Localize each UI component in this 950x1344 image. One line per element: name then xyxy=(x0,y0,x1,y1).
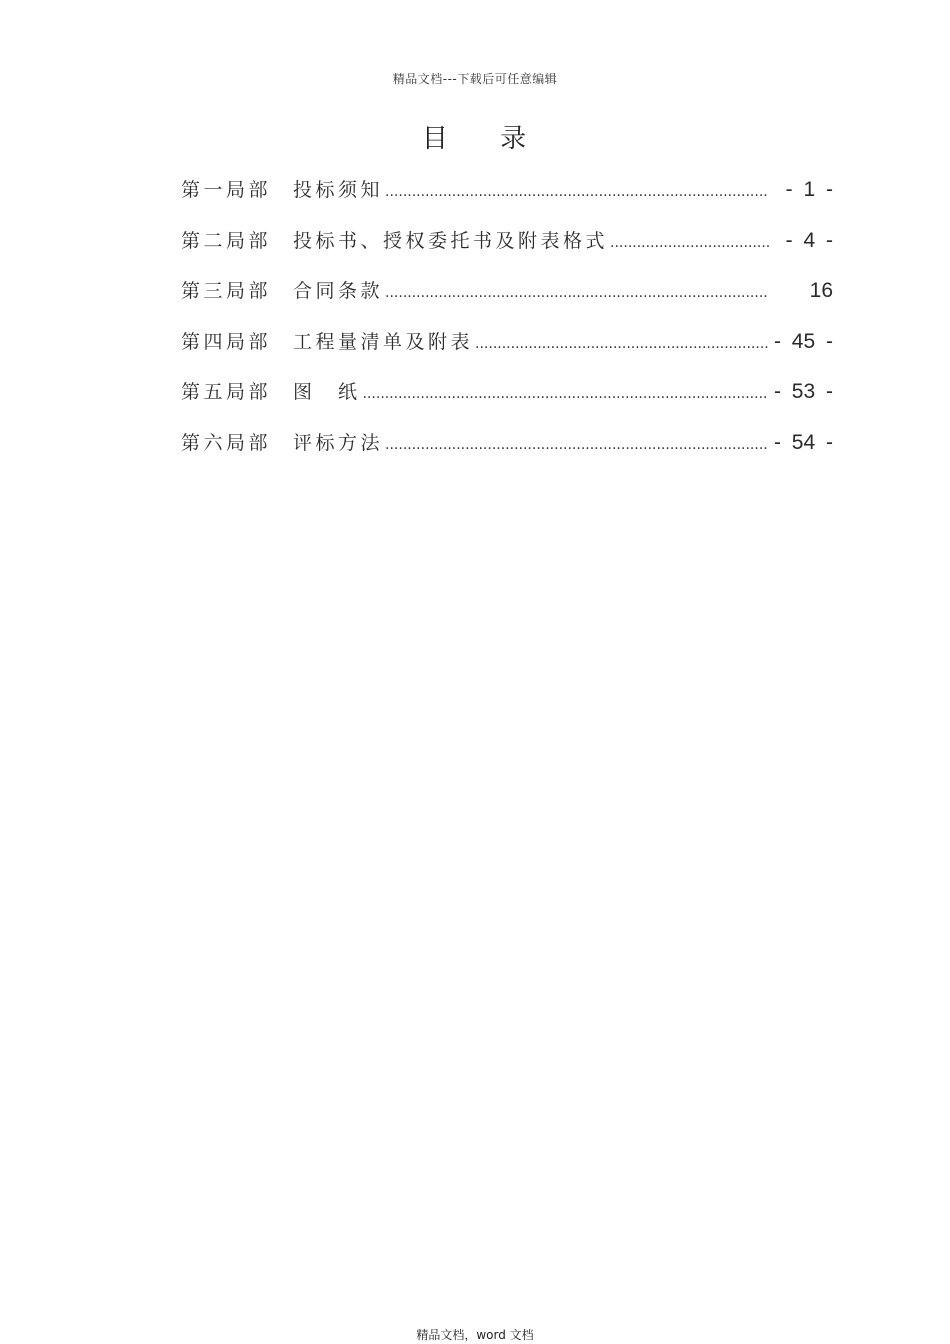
toc-page-number: - 4 - xyxy=(785,228,833,252)
toc-part-number: 第一局部 xyxy=(181,179,272,201)
toc-part-number: 第五局部 xyxy=(181,381,272,403)
toc-page-number: - 54 - xyxy=(773,430,833,454)
toc-page-number: 16 xyxy=(809,279,833,302)
dot-leader xyxy=(475,324,769,364)
toc-entry-3[interactable] xyxy=(181,271,833,322)
toc-entry-2[interactable] xyxy=(181,221,833,272)
toc-page-number: - 45 - xyxy=(773,329,833,353)
toc-entry-1[interactable] xyxy=(181,170,833,221)
table-of-contents xyxy=(181,170,833,473)
toc-part-number: 第四局部 xyxy=(181,330,272,353)
toc-entry-4[interactable] xyxy=(181,322,833,373)
page-footer: 精品文档，word 文档 xyxy=(416,1328,534,1342)
dot-leader xyxy=(363,374,769,414)
dot-leader xyxy=(385,172,769,212)
toc-entry-label: 图 纸 xyxy=(293,381,361,403)
page-header: 精品文档---下载后可任意编辑 xyxy=(392,72,558,86)
dot-leader xyxy=(610,223,769,263)
toc-entry-label: 投标书、授权委托书及附表格式 xyxy=(293,229,609,252)
dot-leader xyxy=(385,425,769,465)
toc-part-number: 第三局部 xyxy=(181,280,272,302)
toc-part-number: 第二局部 xyxy=(181,229,272,252)
toc-entry-6[interactable] xyxy=(181,423,833,474)
toc-page-number: - 53 - xyxy=(773,380,833,403)
toc-title: 目 录 xyxy=(421,124,549,154)
toc-page-number: - 1 - xyxy=(785,178,833,201)
toc-entry-label: 工程量清单及附表 xyxy=(293,330,474,353)
toc-entry-5[interactable] xyxy=(181,372,833,423)
toc-entry-label: 投标须知 xyxy=(293,179,384,201)
toc-entry-label: 评标方法 xyxy=(293,431,384,454)
toc-entry-label: 合同条款 xyxy=(293,280,384,302)
toc-part-number: 第六局部 xyxy=(181,431,272,454)
dot-leader xyxy=(385,273,769,313)
